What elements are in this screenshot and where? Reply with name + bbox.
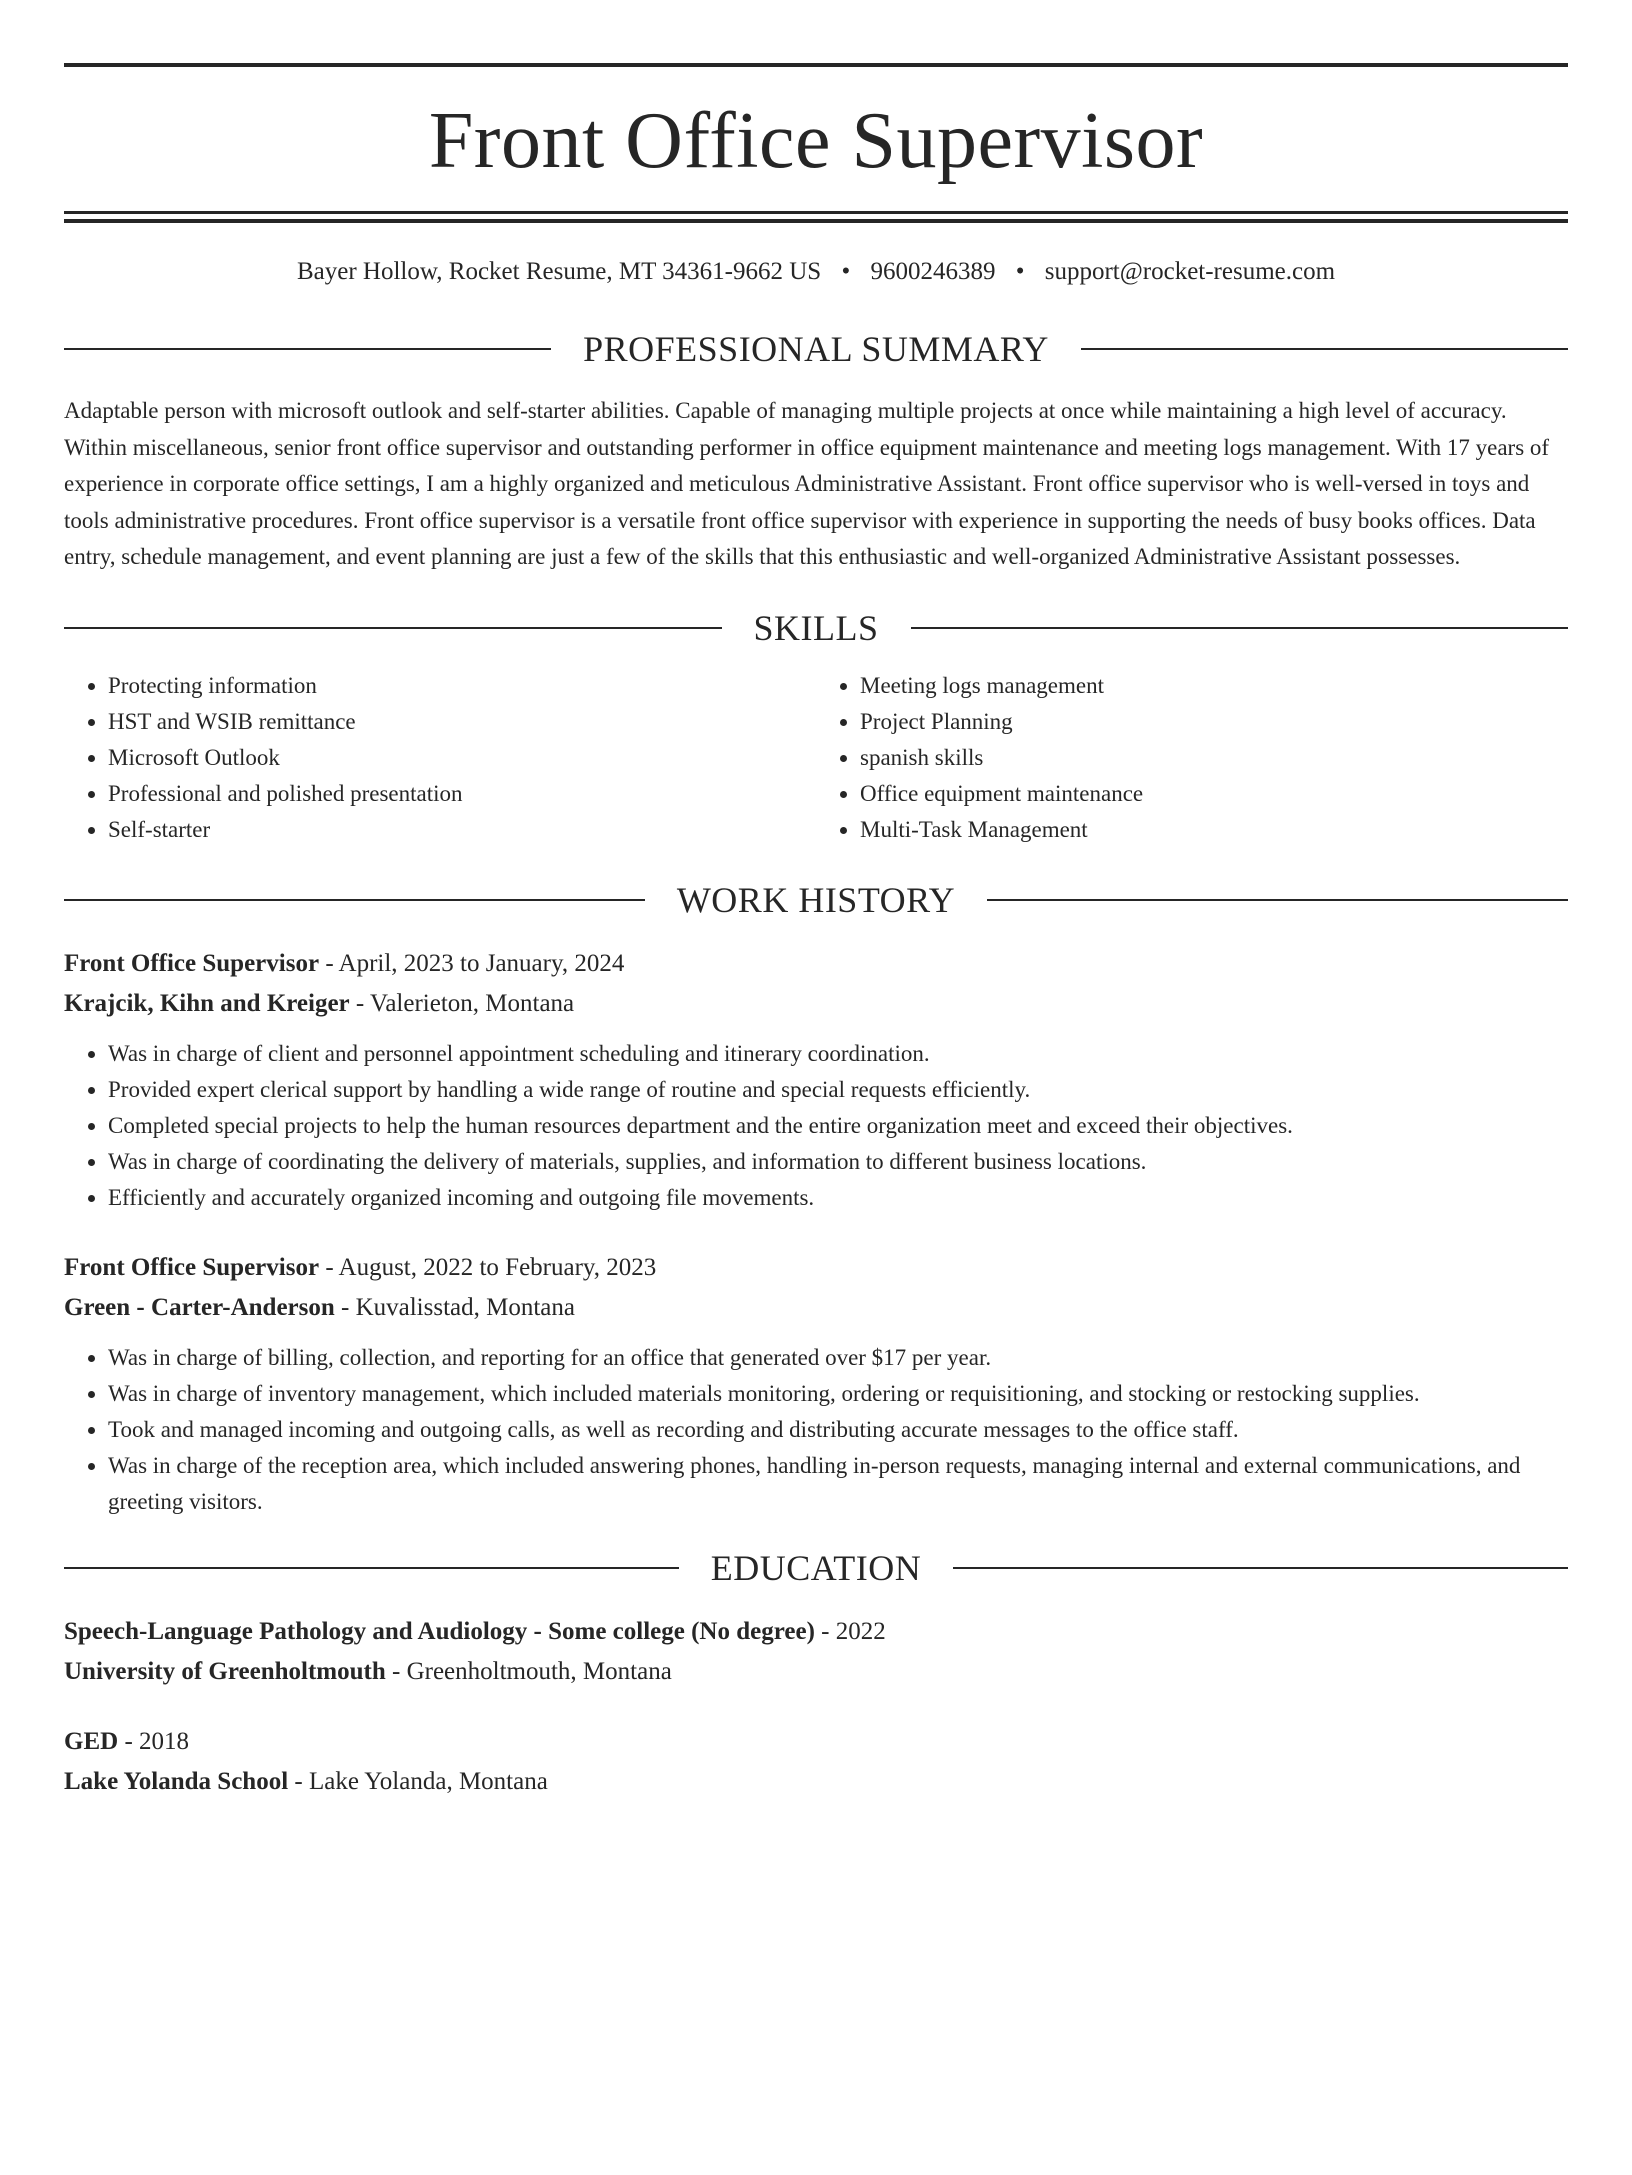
contact-separator: •	[841, 258, 851, 285]
section-rule	[953, 1567, 1568, 1569]
section-title-work: WORK HISTORY	[676, 879, 956, 920]
contact-address: Bayer Hollow, Rocket Resume, MT 34361-9662 US	[296, 258, 822, 285]
job-dates: - April, 2023 to January, 2024	[319, 949, 625, 977]
job-bullet: • Completed special projects to help the human resources department and the entire organization meet and exceed their objectives.	[108, 1108, 1568, 1144]
education-year: - 2022	[814, 1617, 886, 1645]
section-header-skills	[64, 607, 1568, 648]
skill-item: • Project Planning	[860, 704, 1568, 740]
job-company: Krajcik, Kihn and Kreiger	[64, 989, 350, 1017]
skill-item: • HST and WSIB remittance	[108, 704, 816, 740]
job-title-line	[64, 1248, 1568, 1288]
education-degree-line	[64, 1612, 1568, 1652]
section-rule	[1081, 348, 1568, 350]
job-bullet: • Provided expert clerical support by handling a wide range of routine and special requests efficiently.	[108, 1072, 1568, 1108]
skills-column-left	[64, 668, 816, 848]
education-school-line	[64, 1762, 1568, 1802]
skill-item: • spanish skills	[860, 740, 1568, 776]
job-bullet: • Efficiently and accurately organized incoming and outgoing file movements.	[108, 1180, 1568, 1216]
education-entry	[64, 1722, 1568, 1802]
job-title: Front Office Supervisor	[64, 1253, 320, 1281]
education-degree-line	[64, 1722, 1568, 1762]
education-year: - 2018	[118, 1727, 190, 1755]
section-title-summary: PROFESSIONAL SUMMARY	[583, 329, 1049, 369]
section-rule	[987, 899, 1568, 901]
skills-column-right	[816, 668, 1568, 848]
job-title-line	[64, 944, 1568, 984]
section-title-education: EDUCATION	[710, 1547, 922, 1588]
contact-line	[64, 257, 1568, 287]
skill-item: • Professional and polished presentation	[108, 776, 816, 812]
section-rule	[64, 348, 551, 350]
job-bullet: • Was in charge of billing, collection, and reporting for an office that generated over $17 per year.	[108, 1340, 1568, 1376]
section-header-summary	[64, 331, 1568, 367]
job-bullet: • Was in charge of coordinating the delivery of materials, supplies, and information to different business locations.	[108, 1144, 1568, 1180]
section-rule	[64, 1567, 679, 1569]
section-title-skills: SKILLS	[753, 607, 879, 648]
job-company-line	[64, 1288, 1568, 1328]
job-title: Front Office Supervisor	[64, 949, 320, 977]
work-entry	[64, 944, 1568, 1216]
top-rule	[64, 63, 1568, 67]
education-school: Lake Yolanda School	[64, 1767, 289, 1795]
contact-phone: 9600246389	[870, 258, 996, 285]
job-bullet: • Took and managed incoming and outgoing calls, as well as recording and distributing accurate messages to the office staff.	[108, 1412, 1568, 1448]
education-degree: GED	[64, 1727, 119, 1755]
job-bullet: • Was in charge of client and personnel appointment scheduling and itinerary coordination.	[108, 1036, 1568, 1072]
contact-email: support@rocket-resume.com	[1044, 258, 1336, 285]
section-rule	[64, 899, 645, 901]
section-header-education	[64, 1547, 1568, 1588]
skill-item: • Protecting information	[108, 668, 816, 704]
education-location: - Greenholtmouth, Montana	[385, 1657, 672, 1685]
job-bullets	[64, 1036, 1568, 1216]
skill-item: • Self-starter	[108, 812, 816, 848]
education-location: - Lake Yolanda, Montana	[288, 1767, 548, 1795]
job-location: - Valerieton, Montana	[349, 989, 575, 1017]
job-location: - Kuvalisstad, Montana	[334, 1293, 575, 1321]
section-rule	[911, 627, 1569, 629]
job-dates: - August, 2022 to February, 2023	[319, 1253, 657, 1281]
education-entry	[64, 1612, 1568, 1692]
skill-item: • Meeting logs management	[860, 668, 1568, 704]
skill-item: • Multi-Task Management	[860, 812, 1568, 848]
education-degree: Speech-Language Pathology and Audiology - Some college (No degree)	[64, 1617, 815, 1645]
job-bullet: • Was in charge of the reception area, which included answering phones, handling in-person requests, managing internal and external communications, and greeting visitors.	[108, 1448, 1568, 1520]
skill-item: • Office equipment maintenance	[860, 776, 1568, 812]
job-bullet: • Was in charge of inventory management, which included materials monitoring, ordering or requisitioning, and stocking or restocking supplies.	[108, 1376, 1568, 1412]
education-school: University of Greenholtmouth	[64, 1657, 386, 1685]
section-header-work	[64, 879, 1568, 920]
job-bullets	[64, 1340, 1568, 1520]
work-entry	[64, 1248, 1568, 1520]
skills-list	[64, 668, 1568, 848]
double-rule	[64, 211, 1568, 223]
job-company-line	[64, 984, 1568, 1024]
section-rule	[64, 627, 722, 629]
skill-item: • Microsoft Outlook	[108, 740, 816, 776]
candidate-name: Front Office Supervisor	[428, 97, 1204, 185]
resume-page	[0, 63, 1632, 2175]
job-company: Green - Carter-Anderson	[64, 1293, 335, 1321]
education-school-line	[64, 1652, 1568, 1692]
summary-text: Adaptable person with microsoft outlook and self-starter abilities. Capable of managing multiple projects at once while maintaining a high level of accuracy. Within miscellaneous, senior front office supervisor and outstanding performer in office equipment maintenance and meeting logs management. With 17 years of experience in corporate office settings, I am a highly organized and meticulous Administrative Assistant. Front office supervisor who is well-versed in toys and tools administrative procedures. Front office supervisor is a versatile front office supervisor with experience in supporting the needs of busy books offices. Data entry, schedule management, and event planning are just a few of the skills that this enthusiastic and well-organized Administrative Assistant possesses.	[64, 398, 1550, 569]
contact-separator: •	[1015, 258, 1025, 285]
